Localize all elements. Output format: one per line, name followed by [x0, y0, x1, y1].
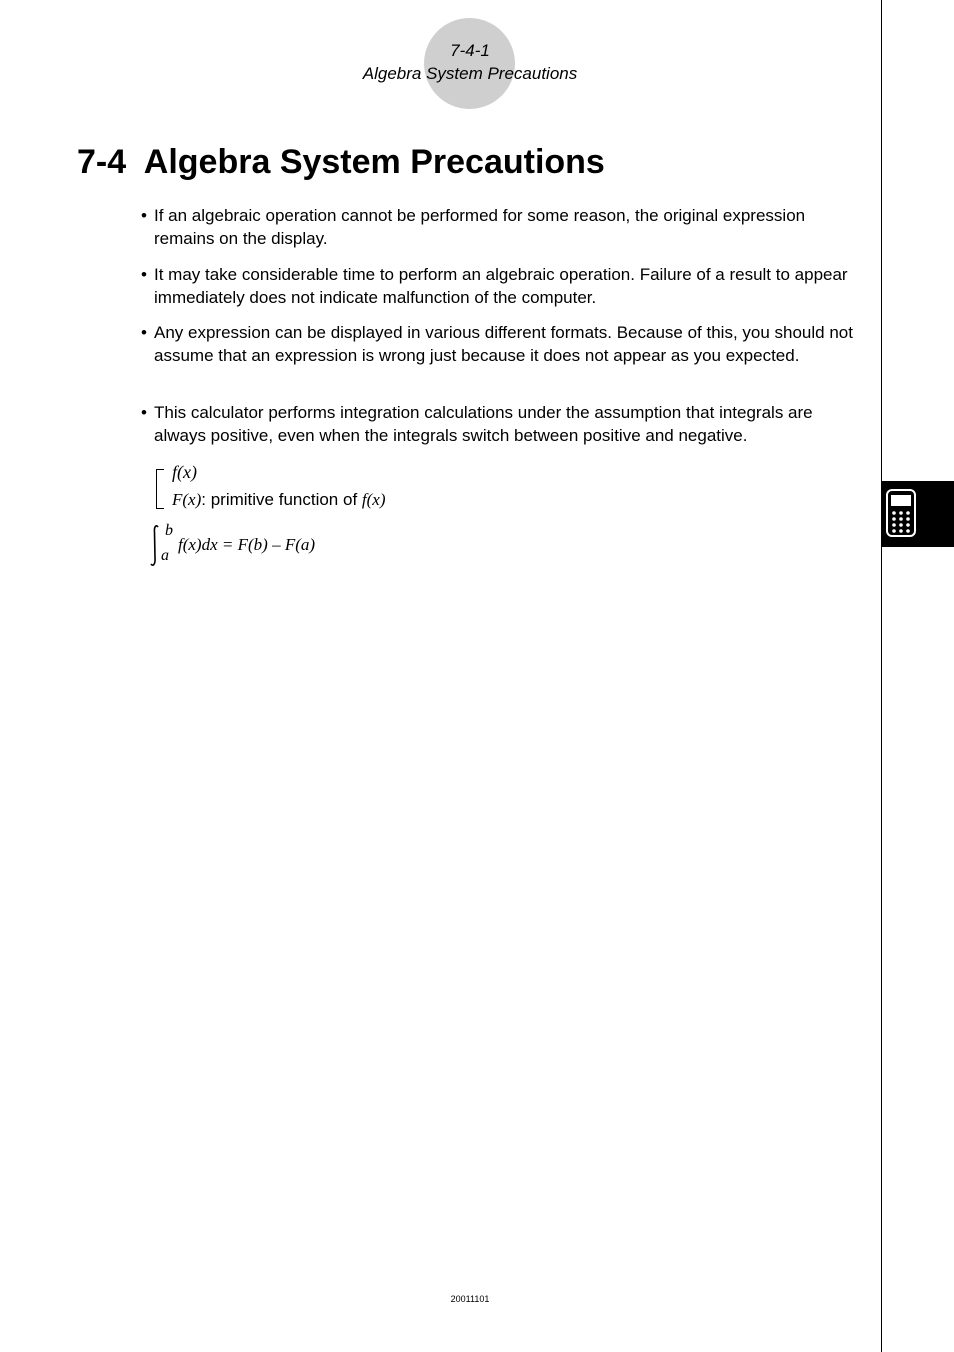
page-edge-rule [881, 0, 882, 1352]
list-item [141, 263, 866, 309]
section-number: 7-4 [77, 143, 127, 181]
bullet-text: It may take considerable time to perform an algebraic operation. Failure of a result to appear immediately does not indicate malfunction of the computer. [154, 265, 848, 307]
primitive-of: f(x) [361, 490, 386, 509]
function-definition: f(x) [172, 462, 197, 482]
bullet-text: If an algebraic operation cannot be performed for some reason, the original expression remains on the display. [154, 206, 806, 248]
list-item [141, 401, 866, 447]
integral-upper-limit: b [165, 522, 173, 539]
page-title [77, 142, 605, 182]
list-item [141, 204, 866, 250]
footer-code: 20011101 [450, 1294, 490, 1304]
primitive-symbol: F(x) [172, 490, 202, 509]
bullet-text: This calculator performs integration calculations under the assumption that integrals are always positive, even when the integrals switch between positive and negative. [154, 403, 813, 445]
list-item [141, 321, 866, 367]
bullet-marker: • [141, 265, 147, 284]
integral-expression: f(x)dx = F(b) – F(a) [178, 535, 316, 554]
formula-bracket [156, 469, 164, 509]
page-number: 7-4-1 [450, 41, 490, 60]
calculator-icon [886, 489, 916, 537]
primitive-definition [172, 489, 385, 511]
running-title: Algebra System Precautions [362, 64, 578, 83]
section-title-text: Algebra System Precautions [143, 143, 605, 181]
chapter-tab[interactable] [882, 481, 954, 547]
integral-sign-icon [150, 524, 160, 568]
primitive-label: : primitive function of [201, 490, 362, 509]
bullet-text: Any expression can be displayed in various different formats. Because of this, you should not assume that an expression is wrong just because it does not appear as you expected. [154, 323, 853, 365]
bullet-marker: • [141, 206, 147, 225]
bullet-marker: • [141, 323, 147, 342]
integral-lower-limit: a [161, 547, 169, 564]
bullet-marker: • [141, 403, 147, 422]
